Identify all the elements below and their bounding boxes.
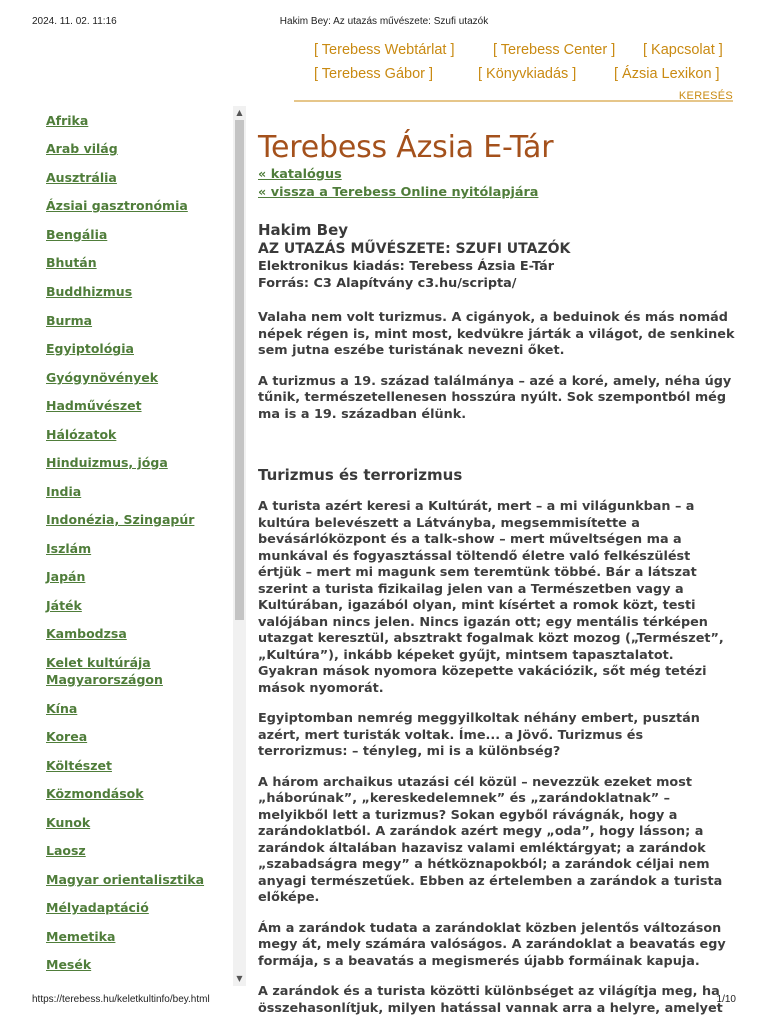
sidebar-item[interactable]: Ázsiai gasztronómia: [46, 198, 188, 213]
sidebar-item[interactable]: Magyar orientalisztika: [46, 872, 205, 887]
sidebar-item[interactable]: Memetika: [46, 929, 116, 944]
search-link[interactable]: KERESÉS: [678, 90, 733, 102]
sidebar-item[interactable]: Kunok: [46, 815, 91, 830]
article-meta: [258, 220, 736, 292]
section-paragraph-2: Egyiptomban nemrég meggyilkoltak néhány embert, pusztán azért, mert turisták voltak. Íme... a Jövő. Turizmus és terrorizmus: – tényleg, mi is a különbség?: [258, 711, 700, 759]
print-doc-title: Hakim Bey: Az utazás művészete: Szufi utazók: [279, 16, 489, 27]
sidebar-item[interactable]: Egyiptológia: [46, 341, 134, 356]
catalog-link[interactable]: « katalógus: [258, 167, 342, 182]
print-datetime: 2024. 11. 02. 11:16: [32, 16, 117, 27]
sidebar-item[interactable]: Játék: [46, 598, 82, 613]
article-source: Forrás: C3 Alapítvány c3.hu/scripta/: [258, 276, 517, 291]
nav-divider: [294, 100, 733, 102]
sidebar-item[interactable]: Kambodzsa: [46, 626, 127, 641]
print-url: https://terebess.hu/keletkultinfo/bey.html: [32, 994, 210, 1005]
sidebar-item[interactable]: [46, 984, 232, 986]
section-paragraph-3: A három archaikus utazási cél közül – nevezzük ezeket most „háborúnak”, „kereskedelemnek” és „zarándoklatnak” – melyikből lett a turizmus? Sokan egyből rávágnák, hogy a zarándoklatból. A zarándok azért megy „oda”, hogy lásson; a zarándok általában hazavisz valami emléktárgyat; a zarándok „szabadságra megy” a hétköznapokból; a zarándok céljai nem anyagi természetűek. Ebben az értelemben a zarándok a turista előképe.: [258, 774, 723, 905]
back-to-home-link[interactable]: « vissza a Terebess Online nyitólapjára: [258, 185, 539, 200]
top-nav-row-1: [294, 42, 733, 66]
sidebar-item[interactable]: Afrika: [46, 113, 89, 128]
article-title: AZ UTAZÁS MŰVÉSZETE: SZUFI UTAZÓK: [258, 241, 571, 257]
article-publisher: Elektronikus kiadás: Terebess Ázsia E-Tár: [258, 259, 555, 274]
scroll-up-arrow-icon[interactable]: ▲: [236, 108, 243, 117]
sidebar-item[interactable]: Bhután: [46, 255, 97, 270]
sidebar-item[interactable]: Gyógynövények: [46, 370, 159, 385]
sidebar-item[interactable]: Hadművészet: [46, 398, 142, 413]
main-content: [258, 128, 736, 1017]
site-title: Terebess Ázsia E-Tár: [258, 130, 554, 165]
nav-link-terebess-gabor[interactable]: [ Terebess Gábor ]: [314, 66, 434, 82]
sidebar-item[interactable]: Mesék: [46, 957, 92, 972]
sidebar-item[interactable]: Korea: [46, 729, 88, 744]
sidebar-item[interactable]: Kelet kultúrája Magyarországon: [46, 655, 163, 687]
sidebar-item[interactable]: Arab világ: [46, 141, 118, 156]
nav-link-konyvkiadas[interactable]: [ Könyvkiadás ]: [478, 66, 577, 82]
sidebar-item[interactable]: Iszlám: [46, 541, 92, 556]
sidebar-category-list: [32, 106, 232, 986]
scroll-down-arrow-icon[interactable]: ▼: [236, 974, 243, 983]
sidebar-item[interactable]: Közmondások: [46, 786, 144, 801]
sidebar-item[interactable]: Laosz: [46, 843, 86, 858]
intro-paragraph-2: A turizmus a 19. század találmánya – azé a koré, amely, néha úgy tűnik, természetellenesen hosszúra nyúlt. Sok szempontból még ma is a 19. században élünk.: [258, 373, 732, 422]
sidebar-item[interactable]: India: [46, 484, 82, 499]
sidebar-item[interactable]: Hálózatok: [46, 427, 117, 442]
section-paragraph-4: Ám a zarándok tudata a zarándoklat közben jelentős változáson megy át, mely számára valóságos. A zarándoklat a beavatás egy formája, s a beavatás a megismerés újabb formáinak kapuja.: [258, 920, 726, 969]
sidebar-item[interactable]: Bengália: [46, 227, 108, 242]
sidebar-item[interactable]: Hinduizmus, jóga: [46, 455, 168, 470]
top-nav-row-2: [294, 66, 733, 90]
sidebar-item[interactable]: Kína: [46, 701, 78, 716]
sidebar-scrollbar[interactable]: [233, 106, 246, 986]
sidebar-item[interactable]: Ausztrália: [46, 170, 117, 185]
sidebar-item[interactable]: Japán: [46, 569, 86, 584]
section-paragraph-1: A turista azért keresi a Kultúrát, mert – a mi világunkban – a kultúra belevészett a Látványba, megsemmisítette a bevásárlóközpont és a talk-show – mert műveltségen ma a munkával és fogyasztással töltendő életre való felkészülést értjük – mert mi magunk sem teremtünk többé. Bár a látszat szerint a turista fizikailag jelen van a Természetben vagy a Kultúrában, igazából olyan, mint kísértet a romok közt, testi valójában nincs jelen. Nincs igazán ott; egy mentális térképen utazgat keresztül, absztrakt fogalmak közt mozog („Természet”, „Kultúra”), inkább képeket gyűjt, mintsem tapasztalatot. Gyakran mások nyomora közepette vakációzik, sőt még tetézi mások nyomorát.: [258, 499, 724, 696]
sidebar-item[interactable]: Költészet: [46, 758, 112, 773]
section-heading: Turizmus és terrorizmus: [258, 466, 463, 484]
sidebar-item[interactable]: Burma: [46, 313, 93, 328]
nav-link-azsia-lexikon[interactable]: [ Ázsia Lexikon ]: [614, 66, 720, 82]
sidebar-item[interactable]: Indonézia, Szingapúr: [46, 512, 195, 527]
top-navigation: [294, 42, 733, 102]
nav-link-center[interactable]: [ Terebess Center ]: [493, 42, 616, 58]
scrollbar-thumb[interactable]: [235, 120, 244, 620]
section-paragraph-5: A zarándok és a turista közötti különbséget az világítja meg, ha összehasonlítjuk, milyen hatással vannak arra a helyre, amelyet: [258, 984, 723, 1016]
print-header: [0, 16, 768, 30]
nav-link-webtarlat[interactable]: [ Terebess Webtárlat ]: [314, 42, 455, 58]
nav-link-kapcsolat[interactable]: [ Kapcsolat ]: [643, 42, 723, 58]
print-footer: [0, 994, 768, 1008]
print-page-number: 1/10: [716, 994, 736, 1005]
article-author: Hakim Bey: [258, 221, 349, 239]
sidebar-item[interactable]: Mélyadaptáció: [46, 900, 149, 915]
sidebar-item[interactable]: Buddhizmus: [46, 284, 133, 299]
intro-paragraph-1: Valaha nem volt turizmus. A cigányok, a beduinok és más nomád népek régen is, mint most, kedvükre járták a világot, de senkinek sem jutna eszébe turistának nevezni őket.: [258, 310, 735, 358]
